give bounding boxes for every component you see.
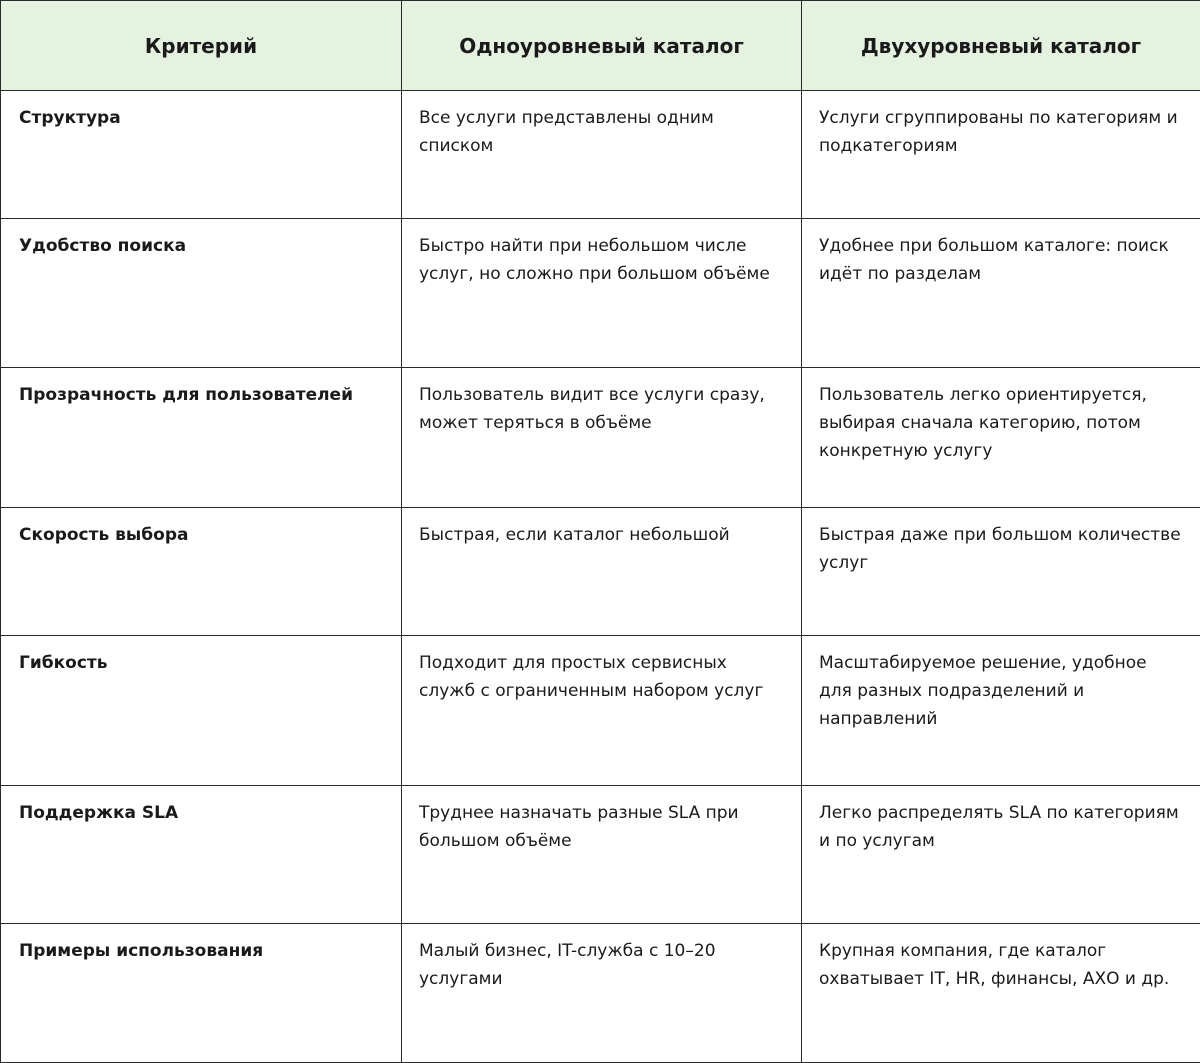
table-row [1,924,1200,1063]
header-criterion: Критерий [1,1,402,91]
row-criterion: Примеры использования [1,924,402,1063]
table-row [1,368,1200,508]
row-two-level: Масштабируемое решение, удобное для разных подразделений и направлений [802,636,1200,786]
row-two-level: Пользователь легко ориентируется, выбирая сначала категорию, потом конкретную услугу [802,368,1200,508]
row-criterion: Удобство поиска [1,219,402,368]
row-criterion: Скорость выбора [1,508,402,636]
table-row [1,219,1200,368]
row-two-level: Услуги сгруппированы по категориям и подкатегориям [802,91,1200,219]
row-criterion: Структура [1,91,402,219]
row-single-level: Малый бизнес, IT-служба с 10–20 услугами [402,924,802,1063]
row-two-level: Быстрая даже при большом количестве услуг [802,508,1200,636]
row-single-level: Быстро найти при небольшом числе услуг, но сложно при большом объёме [402,219,802,368]
table-row [1,786,1200,924]
row-single-level: Пользователь видит все услуги сразу, может теряться в объёме [402,368,802,508]
row-single-level: Быстрая, если каталог небольшой [402,508,802,636]
header-two-level: Двухуровневый каталог [802,1,1200,91]
row-single-level: Подходит для простых сервисных служб с ограниченным набором услуг [402,636,802,786]
row-criterion: Прозрачность для пользователей [1,368,402,508]
row-two-level: Крупная компания, где каталог охватывает IT, HR, финансы, АХО и др. [802,924,1200,1063]
table-row [1,508,1200,636]
row-criterion: Гибкость [1,636,402,786]
table-row [1,91,1200,219]
row-two-level: Легко распределять SLA по категориям и по услугам [802,786,1200,924]
table-header-row [1,1,1200,91]
header-single-level: Одноуровневый каталог [402,1,802,91]
row-two-level: Удобнее при большом каталоге: поиск идёт по разделам [802,219,1200,368]
row-single-level: Все услуги представлены одним списком [402,91,802,219]
row-single-level: Труднее назначать разные SLA при большом объёме [402,786,802,924]
row-criterion: Поддержка SLA [1,786,402,924]
table-row [1,636,1200,786]
